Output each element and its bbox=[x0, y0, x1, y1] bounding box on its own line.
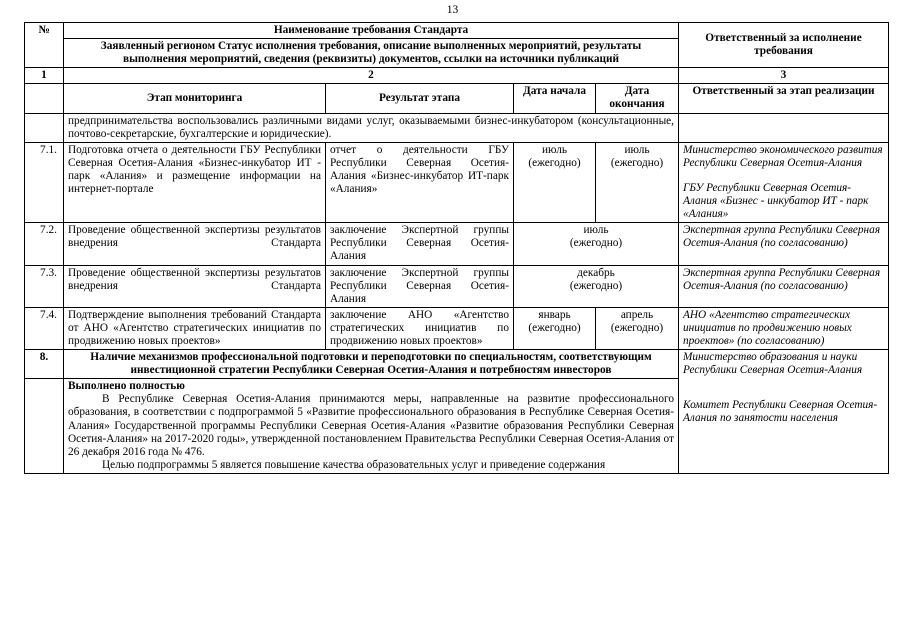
col-number-2: 2 bbox=[64, 68, 679, 84]
header-req-title: Наименование требования Стандарта bbox=[64, 23, 679, 39]
row-number: 7.2. bbox=[25, 223, 64, 265]
row-number: 7.4. bbox=[25, 307, 64, 349]
table-row bbox=[25, 307, 889, 349]
responsible-gbu: ГБУ Республики Северная Осетия-Алания «Бизнес - инкубатор ИТ - парк «Алания» bbox=[683, 181, 869, 221]
end-date-cell bbox=[596, 142, 679, 222]
subheader-stage: Этап мониторинга bbox=[64, 84, 326, 113]
date-note: (ежегодно) bbox=[569, 279, 623, 292]
start-note: (ежегодно) bbox=[528, 156, 581, 169]
column-numbers-row bbox=[25, 68, 889, 84]
col-number-3: 3 bbox=[679, 68, 889, 84]
responsible-cell: Экспертная группа Республики Северная Осетия-Алания (по согласованию) bbox=[679, 223, 889, 265]
result-cell: заключение Экспертной группы Республики Северная Осетия-Алания bbox=[326, 223, 514, 265]
section-number: 8. bbox=[25, 350, 64, 379]
responsible-cell: АНО «Агентство стратегических инициатив по продвижению новых проектов» (по согласованию) bbox=[679, 307, 889, 349]
subheader-end-date: Дата окончания bbox=[596, 84, 679, 113]
subheader-result: Результат этапа bbox=[326, 84, 514, 113]
standard-requirements-table bbox=[24, 22, 889, 474]
table-row bbox=[25, 223, 889, 265]
section-body bbox=[64, 379, 679, 474]
responsible-ministry: Министерство экономического развития Республики Северная Осетия-Алания bbox=[683, 143, 883, 169]
date-month: декабрь bbox=[577, 266, 615, 279]
stage-cell: Проведение общественной экспертизы результатов внедрения Стандарта bbox=[64, 265, 326, 307]
date-cell bbox=[514, 223, 679, 265]
date-cell bbox=[514, 265, 679, 307]
stage-cell: Проведение общественной экспертизы результатов внедрения Стандарта bbox=[64, 223, 326, 265]
table-row bbox=[25, 265, 889, 307]
responsible-ministry-education: Министерство образования и науки Республики Северная Осетия-Алания bbox=[683, 351, 863, 377]
responsible-employment-committee: Комитет Республики Северная Осетия-Алания по занятости населения bbox=[683, 399, 878, 425]
continuation-text: предпринимательства воспользовались различными видами услуг, оказываемыми бизнес-инкубатором (консультационные, почтово-секретарские, бухгалтерские и юридические). bbox=[64, 113, 679, 142]
start-note: (ежегодно) bbox=[528, 321, 581, 334]
responsible-cell: Экспертная группа Республики Северная Осетия-Алания (по согласованию) bbox=[679, 265, 889, 307]
subheader-start-date: Дата начала bbox=[514, 84, 596, 113]
continuation-row bbox=[25, 113, 889, 142]
result-cell: заключение АНО «Агентство стратегических инициатив по продвижению новых проектов» bbox=[326, 307, 514, 349]
status-label: Выполнено полностью bbox=[68, 380, 185, 393]
col-number-1: 1 bbox=[25, 68, 64, 84]
row-number: 7.1. bbox=[25, 142, 64, 222]
row-number: 7.3. bbox=[25, 265, 64, 307]
start-month: январь bbox=[538, 308, 571, 321]
section-8-row bbox=[25, 350, 889, 379]
header-no: № bbox=[25, 23, 64, 68]
header-req-sub: Заявленный регионом Статус исполнения требования, описание выполненных мероприятий, результаты выполнения мероприятий, сведения (реквизиты) документов, ссылки на источники публикаций bbox=[64, 39, 679, 68]
end-date-cell bbox=[596, 307, 679, 349]
start-date-cell bbox=[514, 307, 596, 349]
header-row bbox=[25, 23, 889, 39]
end-note: (ежегодно) bbox=[610, 321, 664, 334]
header-responsible: Ответственный за исполнение требования bbox=[679, 23, 889, 68]
subheader-stage-responsible: Ответственный за этап реализации bbox=[679, 84, 889, 113]
responsible-cell bbox=[679, 142, 889, 222]
page-number: 13 bbox=[446, 4, 459, 16]
stage-cell: Подготовка отчета о деятельности ГБУ Республики Северная Осетия-Алания «Бизнес-инкубатор ИТ - парк «Алания» и размещение информации на интернет-портале bbox=[64, 142, 326, 222]
date-month: июль bbox=[583, 224, 609, 237]
end-month: апрель bbox=[620, 308, 654, 321]
section-responsible-cell bbox=[679, 350, 889, 474]
start-month: июль bbox=[542, 143, 567, 156]
result-cell: отчет о деятельности ГБУ Республики Северная Осетия-Алания «Бизнес-инкубатор ИТ-парк «Алания» bbox=[326, 142, 514, 222]
end-month: июль bbox=[624, 143, 650, 156]
start-date-cell bbox=[514, 142, 596, 222]
result-cell: заключение Экспертной группы Республики Северная Осетия-Алания bbox=[326, 265, 514, 307]
paragraph: Целью подпрограммы 5 является повышение качества образовательных услуг и приведение содержания bbox=[102, 458, 606, 471]
paragraph: В Республике Северная Осетия-Алания принимаются меры, направленные на развитие профессионального образования, в соответствии с подпрограммой 5 «Развитие профессионального образования в Республике Северная Осетия-Алания» Государственной программы Республики Северная Осетия-Алания «Развитие образования Республики Северная Осетия-Алания» на 2017-2020 годы», утвержденной постановлением Правительства Республики Северная Осетия-Алания от 26 декабря 2016 года № 476. bbox=[68, 393, 674, 458]
table-row bbox=[25, 142, 889, 222]
section-title: Наличие механизмов профессиональной подготовки и переподготовки по специальностям, соответствующим инвестиционной стратегии Республики Северная Осетия-Алания и потребностям инвесторов bbox=[64, 350, 679, 379]
date-note: (ежегодно) bbox=[569, 237, 623, 250]
stage-cell: Подтверждение выполнения требований Стандарта от АНО «Агентство стратегических инициатив по продвижению новых проектов» bbox=[64, 307, 326, 349]
subheader-row bbox=[25, 84, 889, 113]
end-note: (ежегодно) bbox=[610, 156, 664, 169]
